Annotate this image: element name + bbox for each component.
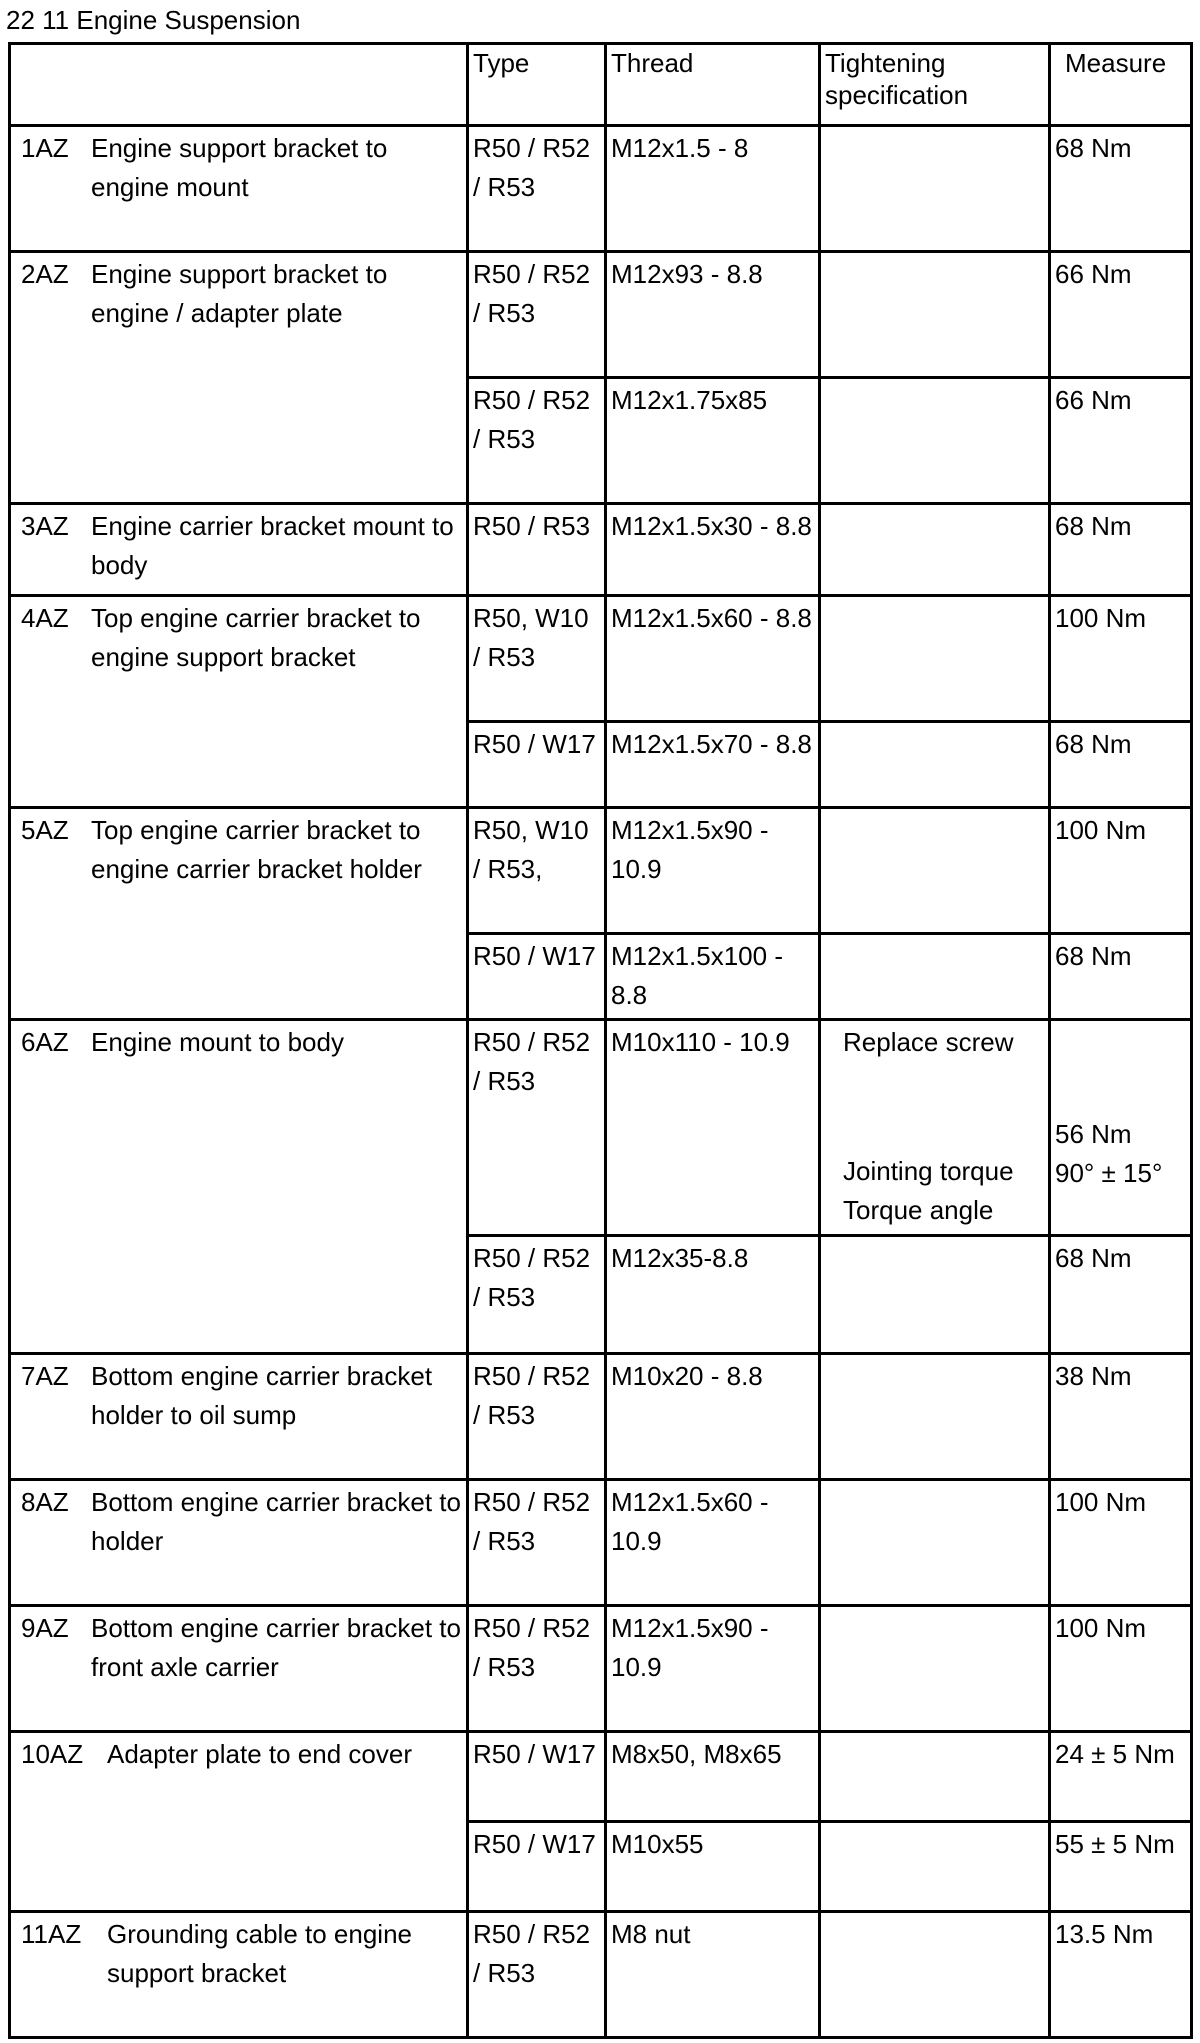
type-cell: R50 / R52 / R53: [468, 1236, 606, 1354]
header-thread: Thread: [606, 44, 820, 126]
torque-spec-table: [8, 42, 1193, 2039]
table-row: [10, 1912, 1192, 2038]
type-cell: R50 / W17: [468, 1822, 606, 1912]
thread-cell: M12x35-8.8: [606, 1236, 820, 1354]
thread-cell: M8x50, M8x65: [606, 1732, 820, 1822]
position-description-cell: [10, 126, 468, 252]
position-description-cell: [10, 252, 468, 504]
position-description-cell: [10, 1606, 468, 1732]
position-description-cell: [10, 1480, 468, 1606]
measure-cell: 68 Nm: [1050, 1236, 1192, 1354]
measure-cell: 100 Nm: [1050, 808, 1192, 934]
tightening-cell: [820, 1606, 1050, 1732]
table-row: [10, 808, 1192, 934]
description: Engine support bracket to engine mount: [91, 133, 388, 202]
type-cell: R50 / W17: [468, 722, 606, 808]
description: Engine mount to body: [91, 1027, 344, 1057]
tightening-cell: [820, 252, 1050, 378]
tightening-cell: [820, 1354, 1050, 1480]
position-number: 6AZ: [21, 1027, 69, 1057]
tightening-cell: [820, 1020, 1050, 1236]
measure-cell: 68 Nm: [1050, 504, 1192, 596]
page-title: 22 11 Engine Suspension: [6, 5, 301, 35]
header-tightening: Tightening specification: [820, 44, 1050, 126]
thread-cell: M12x1.5 - 8: [606, 126, 820, 252]
header-row: [10, 44, 1192, 126]
measure-cell: 66 Nm: [1050, 252, 1192, 378]
position-number: 4AZ: [21, 603, 69, 633]
position-number: 8AZ: [21, 1487, 69, 1517]
thread-cell: M12x1.5x30 - 8.8: [606, 504, 820, 596]
tightening-cell: [820, 934, 1050, 1020]
position-description-cell: [10, 1020, 468, 1354]
tightening-cell: [820, 808, 1050, 934]
description: Engine carrier bracket mount to body: [91, 511, 454, 580]
header-type: Type: [468, 44, 606, 126]
position-number: 3AZ: [21, 511, 69, 541]
description: Adapter plate to end cover: [107, 1739, 412, 1769]
measure-cell: 68 Nm: [1050, 934, 1192, 1020]
tightening-cell: [820, 1480, 1050, 1606]
measure-line: 90° ± 15°: [1055, 1158, 1163, 1188]
thread-cell: M12x1.5x60 - 10.9: [606, 1480, 820, 1606]
thread-cell: M12x1.75x85: [606, 378, 820, 504]
table-row: [10, 504, 1192, 596]
position-description-cell: [10, 1912, 468, 2038]
tightening-cell: [820, 1236, 1050, 1354]
description: Bottom engine carrier bracket to front axle carrier: [91, 1613, 461, 1682]
position-description-cell: [10, 1732, 468, 1912]
table-row: [10, 596, 1192, 722]
thread-cell: M10x55: [606, 1822, 820, 1912]
measure-cell: [1050, 1020, 1192, 1236]
tightening-cell: [820, 1732, 1050, 1822]
type-cell: R50 / R52 / R53: [468, 1606, 606, 1732]
thread-cell: M10x20 - 8.8: [606, 1354, 820, 1480]
measure-cell: 24 ± 5 Nm: [1050, 1732, 1192, 1822]
type-cell: R50 / R53: [468, 504, 606, 596]
tightening-cell: [820, 596, 1050, 722]
header-measure: Measure: [1050, 44, 1192, 126]
thread-cell: M10x110 - 10.9: [606, 1020, 820, 1236]
description: Top engine carrier bracket to engine support bracket: [91, 603, 421, 672]
position-description-cell: [10, 1354, 468, 1480]
position-number: 1AZ: [21, 133, 69, 163]
table-row: [10, 126, 1192, 252]
position-description-cell: [10, 808, 468, 1020]
thread-cell: M12x1.5x90 - 10.9: [606, 808, 820, 934]
description: Top engine carrier bracket to engine carrier bracket holder: [91, 815, 422, 884]
tightening-line: Torque angle: [843, 1195, 994, 1225]
position-number: 11AZ: [21, 1919, 82, 1949]
description: Bottom engine carrier bracket holder to oil sump: [91, 1361, 433, 1430]
description: Bottom engine carrier bracket to holder: [91, 1487, 461, 1556]
measure-cell: 100 Nm: [1050, 1606, 1192, 1732]
type-cell: R50, W10 / R53: [468, 596, 606, 722]
position-number: 2AZ: [21, 259, 69, 289]
table-row: [10, 1606, 1192, 1732]
measure-cell: 13.5 Nm: [1050, 1912, 1192, 2038]
table-row: [10, 1354, 1192, 1480]
tightening-cell: [820, 378, 1050, 504]
tightening-cell: [820, 1822, 1050, 1912]
thread-cell: M12x93 - 8.8: [606, 252, 820, 378]
table-row: [10, 1732, 1192, 1822]
type-cell: R50 / R52 / R53: [468, 1020, 606, 1236]
measure-cell: 68 Nm: [1050, 126, 1192, 252]
table-row: [10, 1020, 1192, 1236]
position-number: 5AZ: [21, 815, 69, 845]
measure-cell: 100 Nm: [1050, 1480, 1192, 1606]
position-description-cell: [10, 504, 468, 596]
table-row: [10, 252, 1192, 378]
type-cell: R50 / R52 / R53: [468, 126, 606, 252]
header-description: [10, 44, 468, 126]
type-cell: R50 / R52 / R53: [468, 378, 606, 504]
measure-line: 56 Nm: [1055, 1119, 1132, 1149]
position-number: 9AZ: [21, 1613, 69, 1643]
position-number: 10AZ: [21, 1739, 84, 1769]
tightening-cell: [820, 722, 1050, 808]
measure-cell: 38 Nm: [1050, 1354, 1192, 1480]
thread-cell: M8 nut: [606, 1912, 820, 2038]
tightening-line: Jointing torque: [843, 1156, 1014, 1186]
type-cell: R50 / R52 / R53: [468, 252, 606, 378]
thread-cell: M12x1.5x100 - 8.8: [606, 934, 820, 1020]
tightening-cell: [820, 1912, 1050, 2038]
thread-cell: M12x1.5x70 - 8.8: [606, 722, 820, 808]
thread-cell: M12x1.5x60 - 8.8: [606, 596, 820, 722]
measure-cell: 68 Nm: [1050, 722, 1192, 808]
measure-cell: 66 Nm: [1050, 378, 1192, 504]
type-cell: R50 / R52 / R53: [468, 1480, 606, 1606]
type-cell: R50 / W17: [468, 1732, 606, 1822]
description: Grounding cable to engine support bracket: [107, 1919, 413, 1988]
type-cell: R50, W10 / R53,: [468, 808, 606, 934]
type-cell: R50 / R52 / R53: [468, 1354, 606, 1480]
table-body: [10, 126, 1192, 2038]
measure-cell: 55 ± 5 Nm: [1050, 1822, 1192, 1912]
tightening-cell: [820, 504, 1050, 596]
position-number: 7AZ: [21, 1361, 69, 1391]
type-cell: R50 / R52 / R53: [468, 1912, 606, 2038]
tightening-line: Replace screw: [843, 1027, 1014, 1057]
thread-cell: M12x1.5x90 - 10.9: [606, 1606, 820, 1732]
type-cell: R50 / W17: [468, 934, 606, 1020]
tightening-cell: [820, 126, 1050, 252]
measure-cell: 100 Nm: [1050, 596, 1192, 722]
description: Engine support bracket to engine / adapter plate: [91, 259, 388, 328]
position-description-cell: [10, 596, 468, 808]
table-row: [10, 1480, 1192, 1606]
